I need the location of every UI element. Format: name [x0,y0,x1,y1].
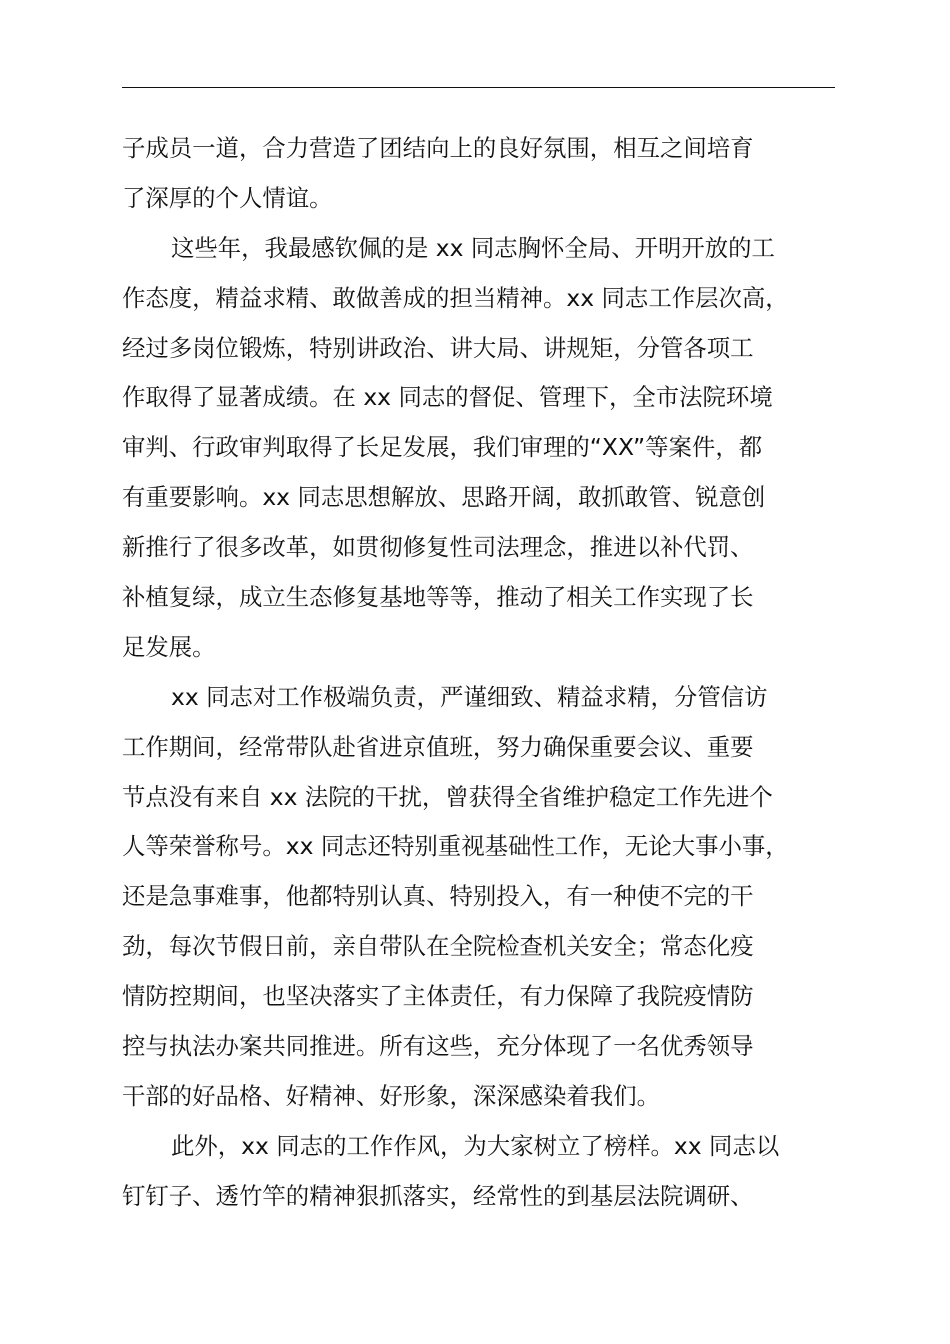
text-line: 补植复绿，成立生态修复基地等等，推动了相关工作实现了长 [122,583,754,612]
text-line: 作态度，精益求精、敢做善成的担当精神。xx 同志工作层次高， [122,283,789,312]
text-line: 新推行了很多改革，如贯彻修复性司法理念，推进以补代罚、 [122,533,754,562]
text-line: 干部的好品格、好精神、好形象，深深感染着我们。 [122,1081,660,1110]
text-line: 情防控期间，也坚决落实了主体责任，有力保障了我院疫情防 [122,982,754,1011]
paragraph [122,1122,837,1222]
text-line: 劲，每次节假日前，亲自带队在全院检查机关安全；常态化疫 [122,932,754,961]
text-line: 钉钉子、透竹竿的精神狠抓落实，经常性的到基层法院调研、 [122,1181,754,1210]
text-line: 此外，xx 同志的工作作风，为大家树立了榜样。xx 同志以 [171,1131,780,1160]
text-line: xx 同志对工作极端负责，严谨细致、精益求精，分管信访 [171,682,768,711]
text-line: 这些年，我最感钦佩的是 xx 同志胸怀全局、开明开放的工 [171,233,775,262]
text-line: 人等荣誉称号。xx 同志还特别重视基础性工作，无论大事小事， [122,832,789,861]
text-line: 节点没有来自 xx 法院的干扰，曾获得全省维护稳定工作先进个 [122,782,773,811]
text-line: 作取得了显著成绩。在 xx 同志的督促、管理下，全市法院环境 [122,383,773,412]
text-line: 经过多岗位锻炼，特别讲政治、讲大局、讲规矩，分管各项工 [122,333,754,362]
header-rule [122,87,835,88]
text-line: 控与执法办案共同推进。所有这些，充分体现了一名优秀领导 [122,1032,754,1061]
paragraph [122,673,837,1122]
text-line: 有重要影响。xx 同志思想解放、思路开阔，敢抓敢管、锐意创 [122,483,766,512]
paragraph [122,124,837,224]
paragraph [122,224,837,673]
text-line: 审判、行政审判取得了长足发展，我们审理的“XX”等案件，都 [122,433,763,462]
text-line: 子成员一道，合力营造了团结向上的良好氛围，相互之间培育 [122,134,754,162]
text-line: 足发展。 [122,632,216,661]
text-line: 工作期间，经常带队赴省进京值班，努力确保重要会议、重要 [122,732,754,761]
text-line: 了深厚的个人情谊。 [122,183,333,212]
body-text [122,124,837,1222]
text-line: 还是急事难事，他都特别认真、特别投入，有一种使不完的干 [122,882,754,911]
